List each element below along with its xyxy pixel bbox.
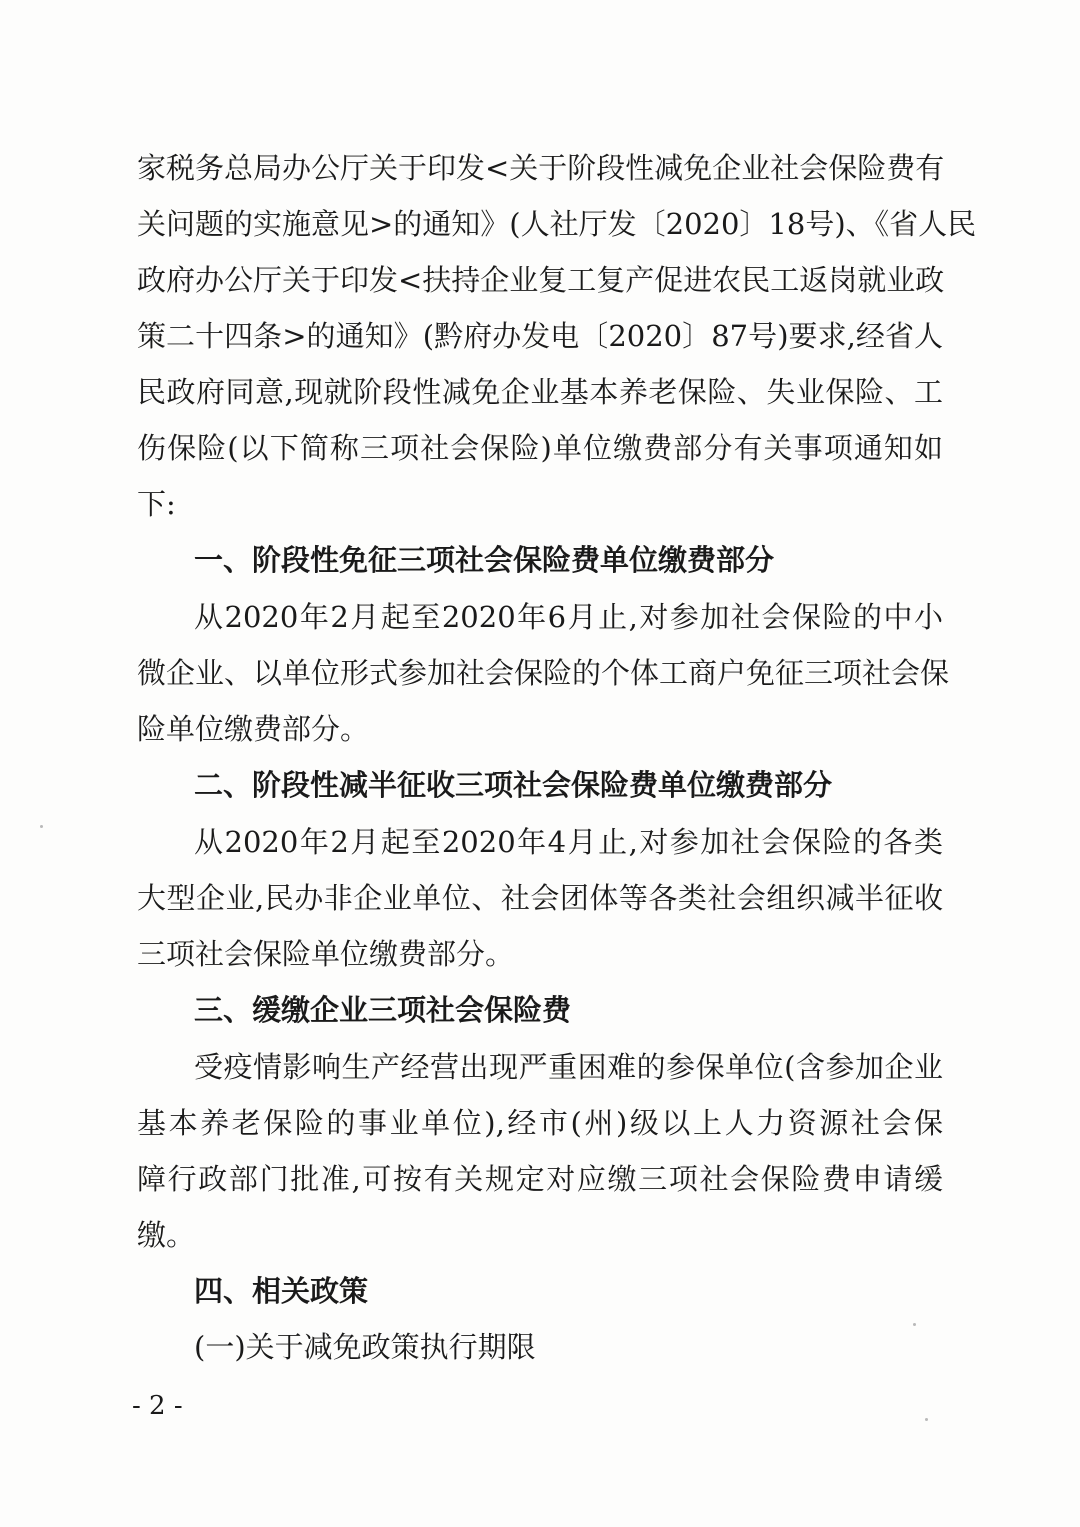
paragraph-line: 三项社会保险单位缴费部分。 [137,937,515,971]
paragraph-line: 微企业、以单位形式参加社会保险的个体工商户免征三项社会保 [137,656,950,690]
paragraph-line: 险单位缴费部分。 [137,712,370,746]
paragraph-line: 大型企业,民办非企业单位、社会团体等各类社会组织减半征收 [137,881,943,915]
paragraph-line: 从2020年2月起至2020年4月止,对参加社会保险的各类 [194,825,943,859]
paragraph-line: 民政府同意,现就阶段性减免企业基本养老保险、失业保险、工 [137,375,943,409]
paragraph-line: 障行政部门批准,可按有关规定对应缴三项社会保险费申请缓 [137,1162,943,1196]
paragraph-line: 策二十四条>的通知》(黔府办发电〔2020〕87号)要求,经省人 [137,319,943,353]
sub-heading: (一)关于减免政策执行期限 [194,1330,536,1364]
scan-speck [913,1323,916,1326]
paragraph-line: 受疫情影响生产经营出现严重困难的参保单位(含参加企业 [194,1050,943,1084]
paragraph-line: 伤保险(以下简称三项社会保险)单位缴费部分有关事项通知如 [137,431,943,465]
paragraph-line: 政府办公厅关于印发<扶持企业复工复产促进农民工返岗就业政 [137,263,945,297]
scan-speck [40,825,43,828]
section-heading: 二、阶段性减半征收三项社会保险费单位缴费部分 [194,768,833,802]
paragraph-line: 家税务总局办公厅关于印发<关于阶段性减免企业社会保险费有 [137,151,945,185]
paragraph-line: 基本养老保险的事业单位),经市(州)级以上人力资源社会保 [137,1106,943,1140]
paragraph-line: 下: [137,487,176,521]
section-heading: 三、缓缴企业三项社会保险费 [194,993,572,1027]
section-heading: 一、阶段性免征三项社会保险费单位缴费部分 [194,543,775,577]
section-heading: 四、相关政策 [194,1274,369,1308]
scan-speck [925,1418,928,1421]
paragraph-line: 缴。 [137,1218,196,1252]
paragraph-line: 关问题的实施意见>的通知》(人社厅发〔2020〕18号)、《省人民 [137,207,977,241]
page-number: - 2 - [132,1391,183,1421]
paragraph-line: 从2020年2月起至2020年6月止,对参加社会保险的中小 [194,600,943,634]
